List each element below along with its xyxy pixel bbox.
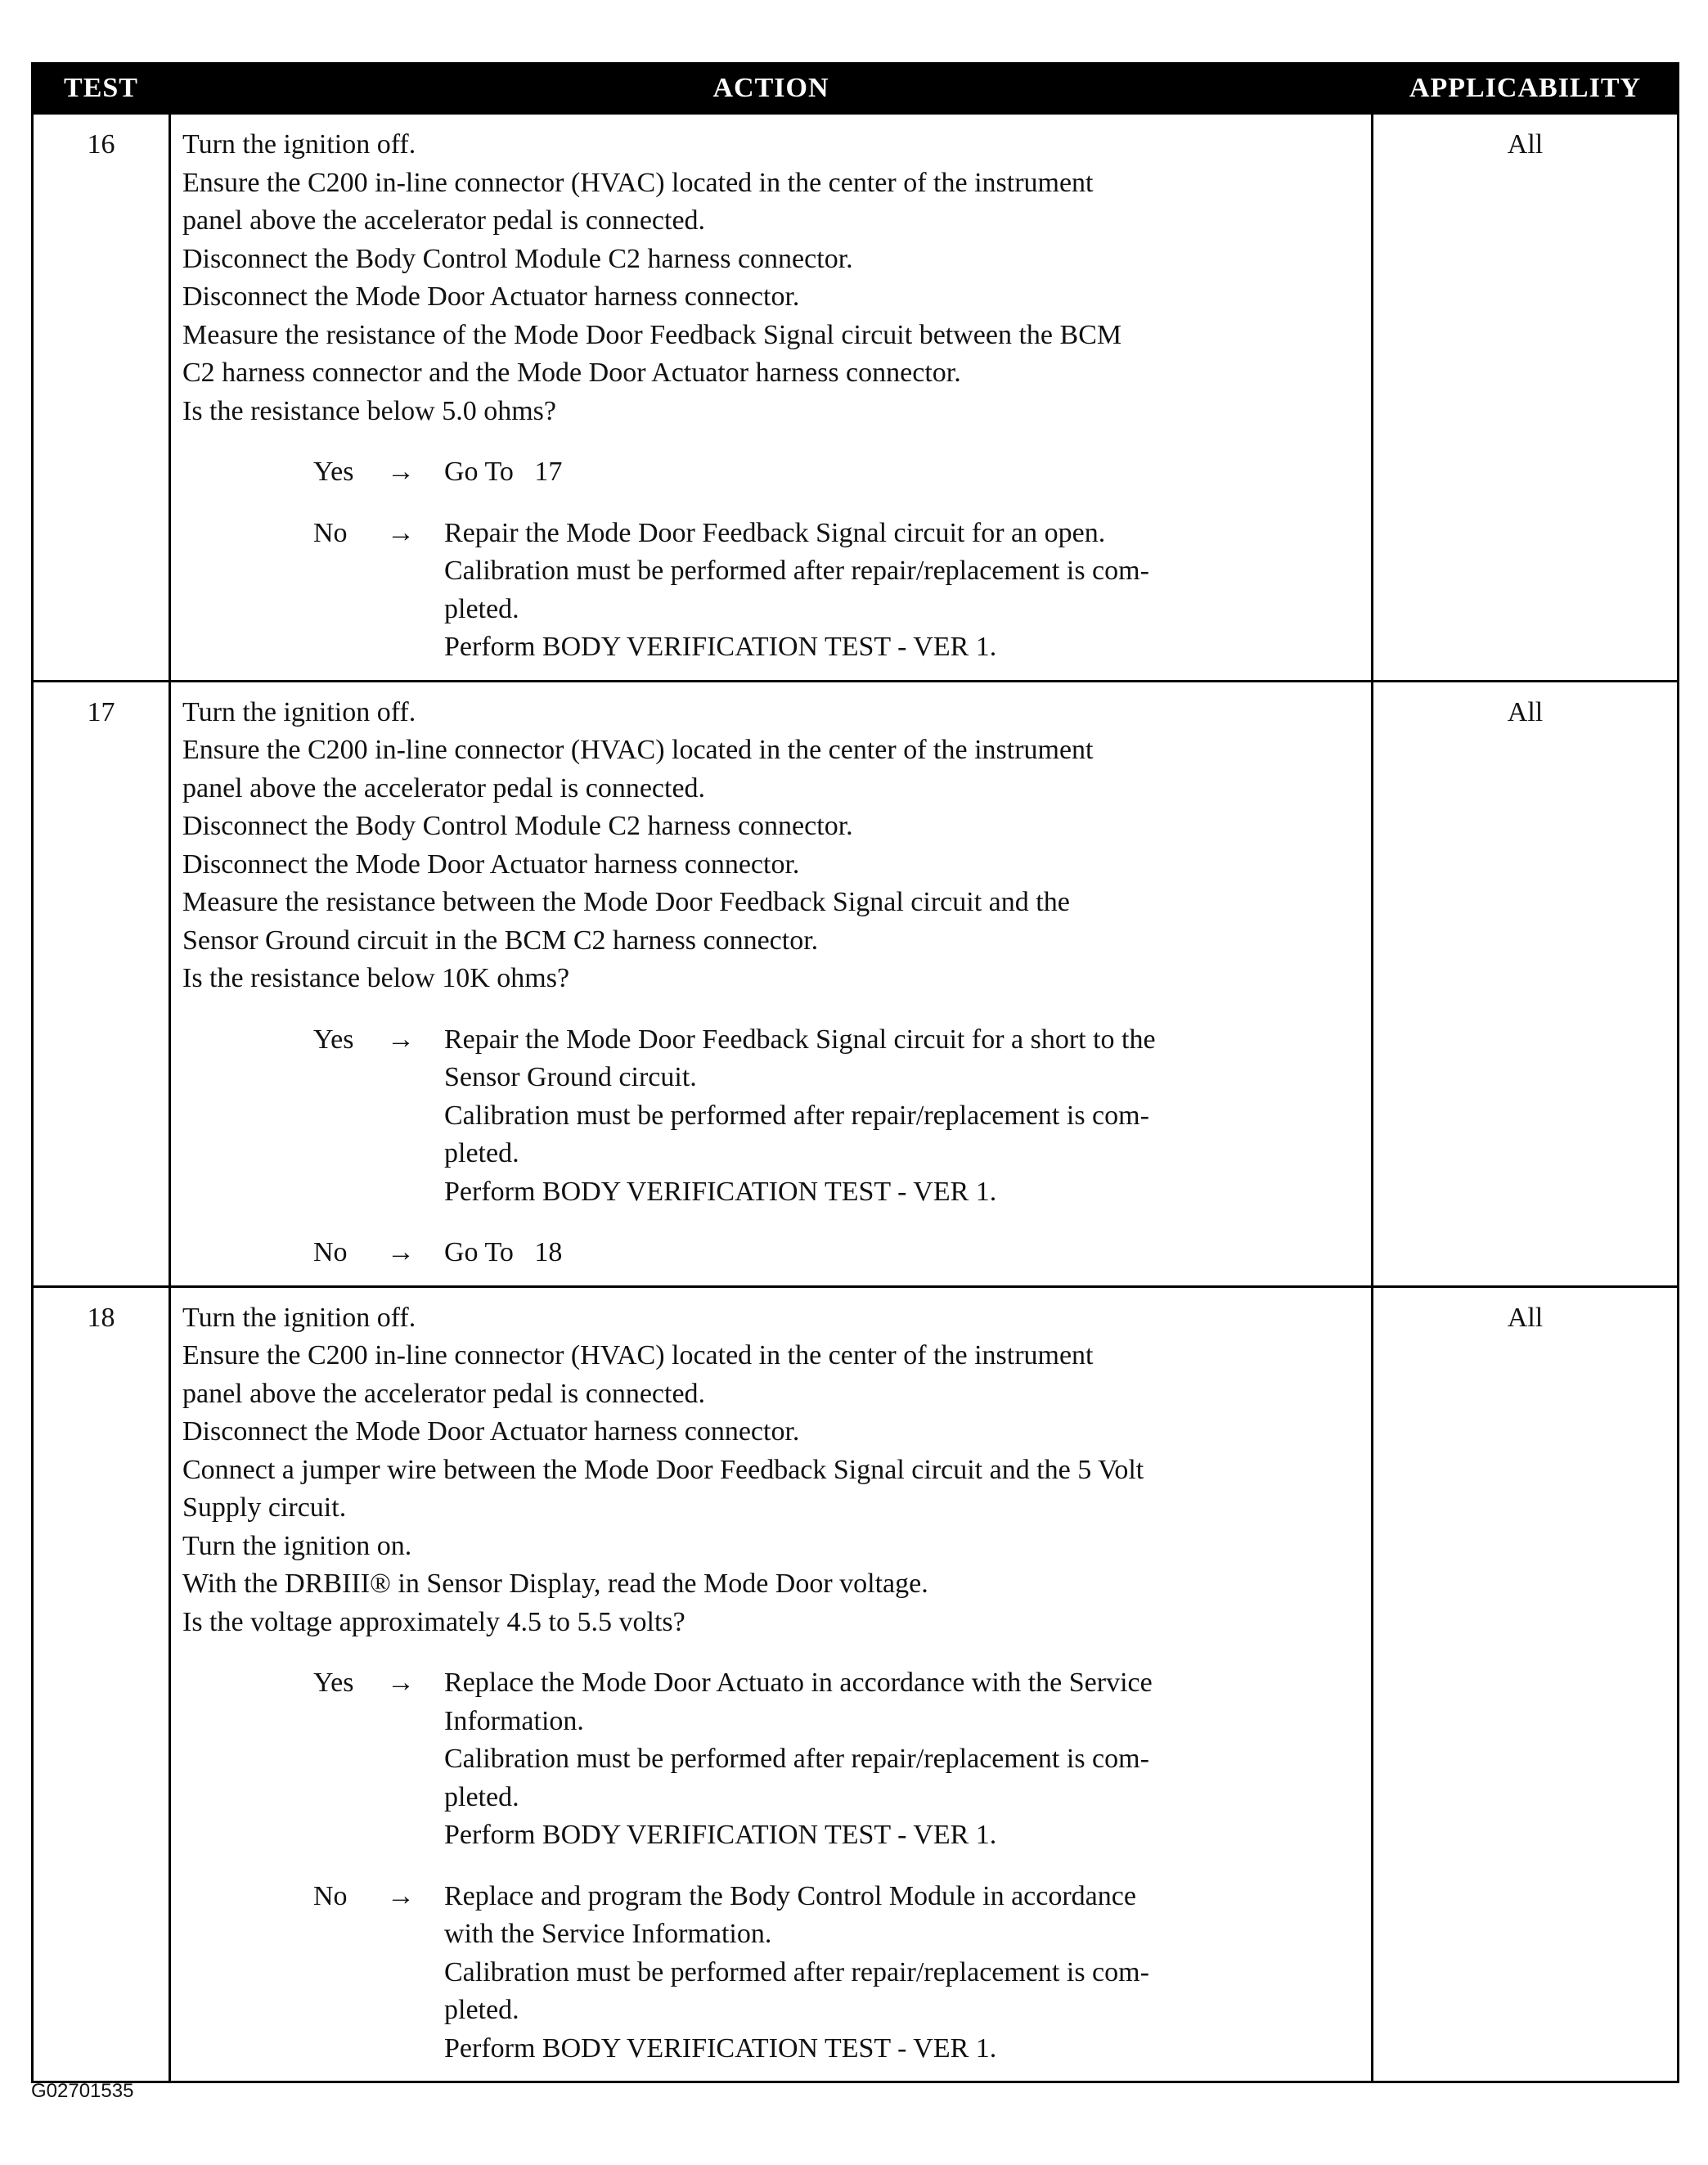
test-row-16 (33, 114, 1679, 682)
answer-yes (182, 1021, 1364, 1212)
answer-line: pleted. (444, 1995, 519, 2025)
test-action (170, 681, 1373, 1286)
action-step: Connect a jumper wire between the Mode Door Feedback Signal circuit and the 5 Volt (182, 1454, 1144, 1485)
action-step: Disconnect the Body Control Module C2 harness connector. (182, 811, 853, 841)
answer-text (444, 1664, 1364, 1855)
answer-yes (182, 453, 1364, 492)
action-step: C2 harness connector and the Mode Door Actuator harness connector. (182, 358, 961, 388)
answer-no (182, 1878, 1364, 2068)
answer-line: Repair the Mode Door Feedback Signal circuit for an open. (444, 517, 1106, 548)
answer-label: Yes (313, 457, 354, 487)
answer-line: Replace the Mode Door Actuato in accordance with the Service (444, 1668, 1153, 1698)
answer-line: with the Service Information. (444, 1919, 772, 1949)
answer-list (182, 1021, 1364, 1272)
test-action (170, 1286, 1373, 2082)
test-applicability: All (1373, 681, 1679, 1286)
action-step: Ensure the C200 in-line connector (HVAC) located in the center of the instrument (182, 735, 1094, 765)
test-number: 16 (33, 114, 170, 682)
diagnostic-table (31, 62, 1679, 2083)
action-step: Is the resistance below 5.0 ohms? (182, 395, 556, 426)
action-step: Supply circuit. (182, 1492, 347, 1523)
arrow-right-icon: → (387, 1237, 415, 1267)
answer-label: Yes (313, 1668, 354, 1698)
action-step: panel above the accelerator pedal is connected. (182, 772, 706, 803)
action-step: Measure the resistance between the Mode Door Feedback Signal circuit and the (182, 887, 1070, 917)
answer-line: Calibration must be performed after repair/replacement is com- (444, 1744, 1149, 1774)
action-step: panel above the accelerator pedal is connected. (182, 1378, 706, 1409)
answer-text (444, 1234, 1364, 1272)
arrow-right-icon: → (387, 1024, 415, 1055)
answer-line: Perform BODY VERIFICATION TEST - VER 1. (444, 632, 997, 662)
answer-line: Perform BODY VERIFICATION TEST - VER 1. (444, 1820, 997, 1850)
arrow-right-icon: → (387, 517, 415, 548)
answer-line: Perform BODY VERIFICATION TEST - VER 1. (444, 2032, 997, 2064)
arrow-right-icon: → (387, 457, 415, 487)
answer-line: Calibration must be performed after repair/replacement is com- (444, 1956, 1149, 1987)
answer-line: pleted. (444, 593, 519, 624)
answer-label: No (313, 1237, 348, 1267)
action-step: Sensor Ground circuit in the BCM C2 harness connector. (182, 925, 819, 956)
action-step: Disconnect the Mode Door Actuator harness connector. (182, 848, 800, 880)
test-row-17 (33, 681, 1679, 1286)
answer-line: Calibration must be performed after repair/replacement is com- (444, 556, 1149, 586)
answer-line: Perform BODY VERIFICATION TEST - VER 1. (444, 1176, 997, 1207)
action-step: Disconnect the Mode Door Actuator harness connector. (182, 281, 800, 312)
answer-text (444, 1021, 1364, 1212)
answer-yes (182, 1664, 1364, 1855)
action-step: Turn the ignition on. (182, 1530, 412, 1561)
action-step: Turn the ignition off. (182, 1302, 416, 1333)
header-row (33, 64, 1679, 114)
answer-no (182, 515, 1364, 667)
header-applicability: APPLICABILITY (1373, 64, 1679, 114)
answer-text (444, 515, 1364, 667)
action-step: Turn the ignition off. (182, 129, 416, 160)
answer-list (182, 1664, 1364, 2068)
answer-line: pleted. (444, 1781, 519, 1812)
action-step: Ensure the C200 in-line connector (HVAC) located in the center of the instrument (182, 1340, 1094, 1371)
answer-list (182, 453, 1364, 667)
action-step: Is the resistance below 10K ohms? (182, 963, 570, 993)
action-step: Is the voltage approximately 4.5 to 5.5 volts? (182, 1606, 685, 1637)
answer-line: Go To 17 (444, 457, 563, 487)
test-applicability: All (1373, 114, 1679, 682)
test-row-18 (33, 1286, 1679, 2082)
answer-text (444, 1878, 1364, 2068)
answer-text (444, 453, 1364, 492)
arrow-right-icon: → (387, 1668, 415, 1698)
arrow-right-icon: → (387, 1880, 415, 1911)
answer-line: Sensor Ground circuit. (444, 1062, 697, 1092)
header-test: TEST (33, 64, 170, 114)
answer-line: Repair the Mode Door Feedback Signal circuit for a short to the (444, 1024, 1156, 1055)
action-step: Disconnect the Mode Door Actuator harness connector. (182, 1416, 800, 1447)
action-step: Measure the resistance of the Mode Door Feedback Signal circuit between the BCM (182, 319, 1122, 350)
action-step: Turn the ignition off. (182, 696, 416, 727)
action-step: Ensure the C200 in-line connector (HVAC) located in the center of the instrument (182, 167, 1094, 198)
figure-code: G02701535 (31, 2080, 134, 2102)
action-step: Disconnect the Body Control Module C2 harness connector. (182, 243, 853, 274)
answer-label: No (313, 517, 348, 548)
answer-no (182, 1234, 1364, 1272)
test-number: 17 (33, 681, 170, 1286)
answer-label: Yes (313, 1024, 354, 1055)
test-action (170, 114, 1373, 682)
answer-line: Calibration must be performed after repair/replacement is com- (444, 1100, 1149, 1131)
answer-label: No (313, 1880, 348, 1911)
answer-line: Replace and program the Body Control Module in accordance (444, 1880, 1136, 1911)
answer-line: Information. (444, 1705, 584, 1736)
action-step: With the DRBIII® in Sensor Display, read the Mode Door voltage. (182, 1569, 928, 1599)
answer-line: Go To 18 (444, 1237, 563, 1267)
answer-line: pleted. (444, 1138, 519, 1168)
test-number: 18 (33, 1286, 170, 2082)
header-action: ACTION (170, 64, 1373, 114)
action-step: panel above the accelerator pedal is connected. (182, 205, 706, 236)
test-applicability: All (1373, 1286, 1679, 2082)
